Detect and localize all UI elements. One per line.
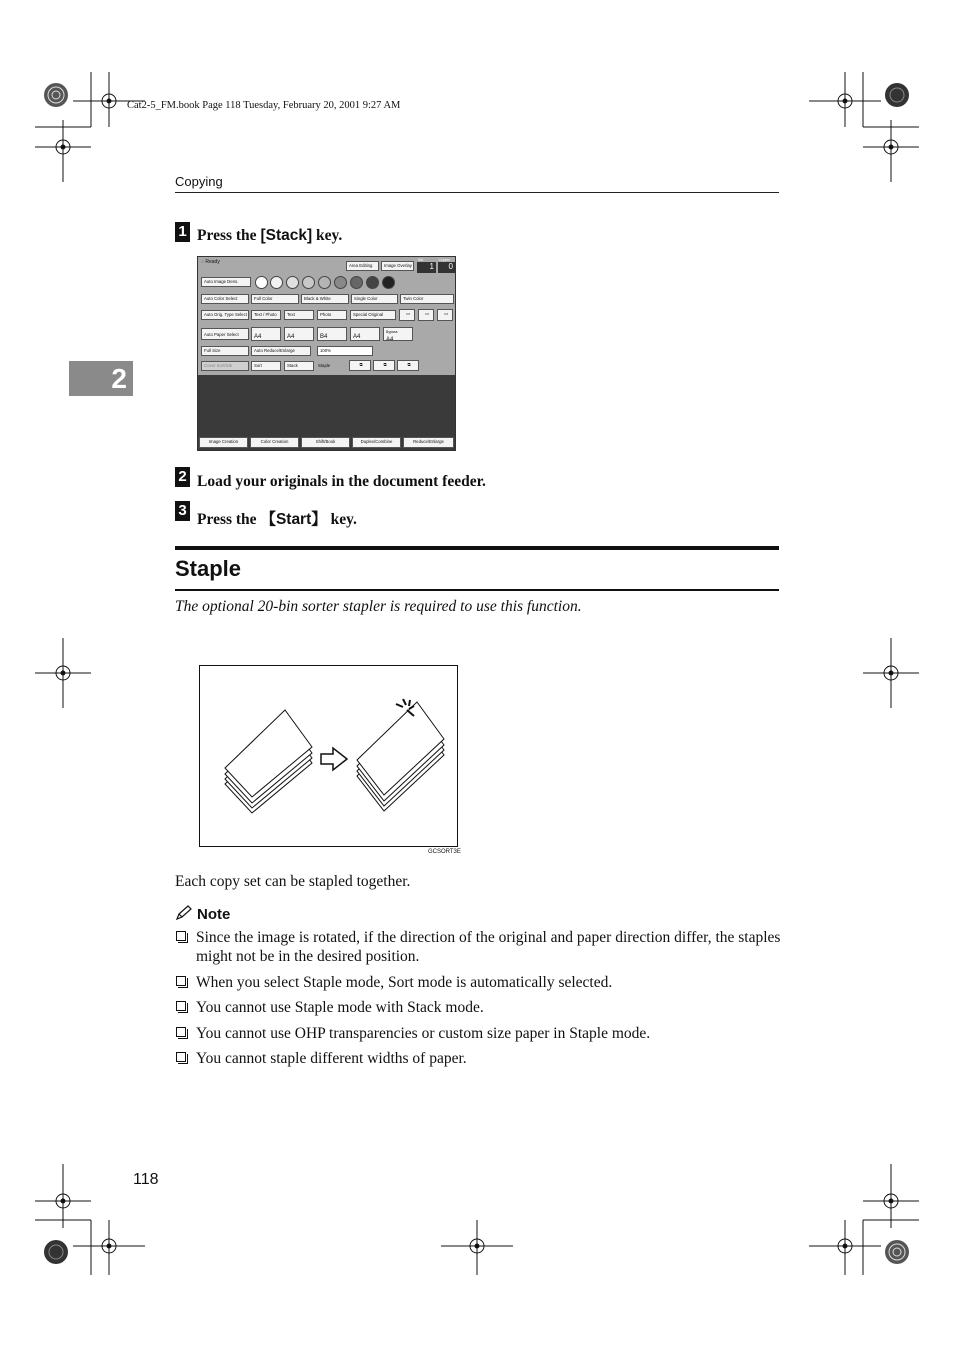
step-text-pre: Press the bbox=[197, 511, 261, 528]
heading-bottom-rule bbox=[175, 589, 779, 591]
density-dot[interactable] bbox=[270, 276, 283, 289]
single-color-button[interactable]: Single Color bbox=[351, 294, 398, 304]
density-dot[interactable] bbox=[302, 276, 315, 289]
list-item bbox=[175, 1049, 785, 1068]
checkbox-icon bbox=[176, 1027, 186, 1037]
step-text-post: key. bbox=[326, 511, 357, 528]
note-text: When you select Staple mode, Sort mode is automatically selected. bbox=[196, 973, 613, 991]
step-text-post: key. bbox=[312, 227, 343, 244]
original-orientation-icon[interactable]: ▭ bbox=[437, 309, 453, 321]
full-color-button[interactable]: Full Color bbox=[251, 294, 299, 304]
auto-reduce-enlarge-button[interactable]: Auto Reduce/Enlarge bbox=[251, 346, 311, 356]
page-number: 118 bbox=[133, 1171, 159, 1188]
copies-label: Copies bbox=[439, 258, 450, 262]
density-dot[interactable] bbox=[318, 276, 331, 289]
note-pencil-icon bbox=[175, 905, 193, 921]
tab-reduce-enlarge[interactable]: Reduce/Enlarge bbox=[403, 437, 454, 448]
staple-illustration-svg bbox=[200, 666, 457, 846]
ratio-display: 100% bbox=[317, 346, 373, 356]
tab-shift-book[interactable]: Shift/Book bbox=[301, 437, 350, 448]
panel-top bbox=[198, 257, 455, 375]
section-title: Copying bbox=[175, 174, 223, 189]
paper-tray-4-button[interactable]: A4 bbox=[350, 327, 380, 341]
ready-text: Ready bbox=[205, 259, 220, 265]
density-dot[interactable] bbox=[350, 276, 363, 289]
copies-counter: 0 bbox=[438, 262, 455, 273]
note-label: Note bbox=[197, 906, 231, 923]
density-dot[interactable] bbox=[366, 276, 379, 289]
tab-color-creation[interactable]: Color Creation bbox=[250, 437, 299, 448]
twin-color-button[interactable]: Twin Color bbox=[400, 294, 454, 304]
image-overlay-button[interactable]: Image Overlay bbox=[381, 261, 414, 271]
staple-illustration bbox=[199, 665, 458, 847]
set-counter: 1 bbox=[417, 262, 436, 273]
step-number: 1 bbox=[175, 222, 190, 242]
step-text bbox=[197, 507, 357, 529]
checkbox-icon bbox=[176, 1001, 186, 1011]
start-key-label: 【Start】 bbox=[260, 511, 327, 528]
tab-image-creation[interactable]: Image Creation bbox=[199, 437, 248, 448]
area-editing-button[interactable]: Area Editing bbox=[346, 261, 379, 271]
staple-position-icon[interactable]: ⧉ bbox=[349, 360, 371, 371]
auto-color-select-button[interactable]: Auto Color Select bbox=[201, 294, 249, 304]
tab-duplex-combine[interactable]: Duplex/Combine bbox=[352, 437, 401, 448]
paper-tray-3-button[interactable]: B4 bbox=[317, 327, 347, 341]
body-text: Each copy set can be stapled together. bbox=[175, 873, 411, 890]
note-text: Since the image is rotated, if the direction of the original and paper direction differ, the staples might not be in the desired position. bbox=[196, 929, 781, 965]
step-text-pre: Press the bbox=[197, 227, 261, 244]
density-dot[interactable] bbox=[255, 276, 268, 289]
staple-position-icon[interactable]: ⧉ bbox=[373, 360, 395, 371]
checkbox-icon bbox=[176, 976, 186, 986]
list-item bbox=[175, 928, 785, 966]
set-label: Set bbox=[418, 258, 424, 262]
list-item bbox=[175, 998, 785, 1017]
stack-button[interactable]: Stack bbox=[284, 361, 314, 371]
cover-sort-stack-button[interactable]: Cover Sort/Stk bbox=[201, 361, 249, 371]
note-list bbox=[175, 928, 785, 1075]
checkbox-icon bbox=[176, 931, 186, 941]
paper-tray-1-button[interactable]: A4 bbox=[251, 327, 281, 341]
original-orientation-icon[interactable]: ▭ bbox=[399, 309, 415, 321]
stack-key-label: [Stack] bbox=[260, 227, 313, 244]
header-rule bbox=[175, 192, 779, 193]
special-original-button[interactable]: Special Original bbox=[350, 310, 396, 320]
photo-button[interactable]: Photo bbox=[317, 310, 347, 320]
intro-text: The optional 20-bin sorter stapler is required to use this function. bbox=[175, 598, 582, 615]
text-photo-button[interactable]: Text / Photo bbox=[251, 310, 281, 320]
density-dot[interactable] bbox=[286, 276, 299, 289]
list-item bbox=[175, 1024, 785, 1043]
arrow-icon bbox=[321, 748, 347, 770]
staple-position-icon[interactable]: ⧉ bbox=[397, 360, 419, 371]
black-white-button[interactable]: Black & White bbox=[301, 294, 349, 304]
density-dot[interactable] bbox=[334, 276, 347, 289]
chapter-tab: 2 bbox=[69, 361, 133, 396]
auto-image-density-button[interactable]: Auto Image Dens. bbox=[201, 277, 251, 287]
note-text: You cannot use Staple mode with Stack mode. bbox=[196, 999, 484, 1016]
paper-tray-2-button[interactable]: A4 bbox=[284, 327, 314, 341]
bypass-tray-button[interactable] bbox=[383, 327, 413, 341]
staple-label: Staple bbox=[318, 363, 331, 368]
file-header: Cat2-5_FM.book Page 118 Tuesday, February 20, 2001 9:27 AM bbox=[127, 100, 401, 111]
panel-bottom bbox=[198, 375, 455, 450]
figure-code: GCSORT3E bbox=[428, 849, 461, 855]
list-item bbox=[175, 973, 785, 992]
step-text bbox=[197, 227, 342, 245]
sort-button[interactable]: Sort bbox=[251, 361, 281, 371]
note-text: You cannot use OHP transparencies or custom size paper in Staple mode. bbox=[196, 1024, 651, 1042]
full-size-button[interactable]: Full Size bbox=[201, 346, 249, 356]
original-orientation-icon[interactable]: ▭ bbox=[418, 309, 434, 321]
bypass-tray-label: Bypass bbox=[386, 330, 398, 334]
auto-paper-select-button[interactable]: Auto Paper Select bbox=[201, 328, 249, 340]
note-text: You cannot staple different widths of paper. bbox=[196, 1050, 467, 1067]
bypass-tray-size: A4 bbox=[386, 337, 394, 341]
heading-top-rule bbox=[175, 546, 779, 550]
step-number: 2 bbox=[175, 467, 190, 487]
ready-status: ◌ Ready bbox=[201, 259, 220, 265]
density-dot[interactable] bbox=[382, 276, 395, 289]
auto-original-type-button[interactable]: Auto Orig. Type Select bbox=[201, 310, 249, 320]
checkbox-icon bbox=[176, 1052, 186, 1062]
text-button[interactable]: Text bbox=[284, 310, 314, 320]
section-heading: Staple bbox=[175, 556, 242, 581]
step-text: Load your originals in the document feeder. bbox=[197, 473, 486, 490]
step-number: 3 bbox=[175, 501, 190, 521]
copier-panel-screenshot bbox=[197, 256, 456, 451]
